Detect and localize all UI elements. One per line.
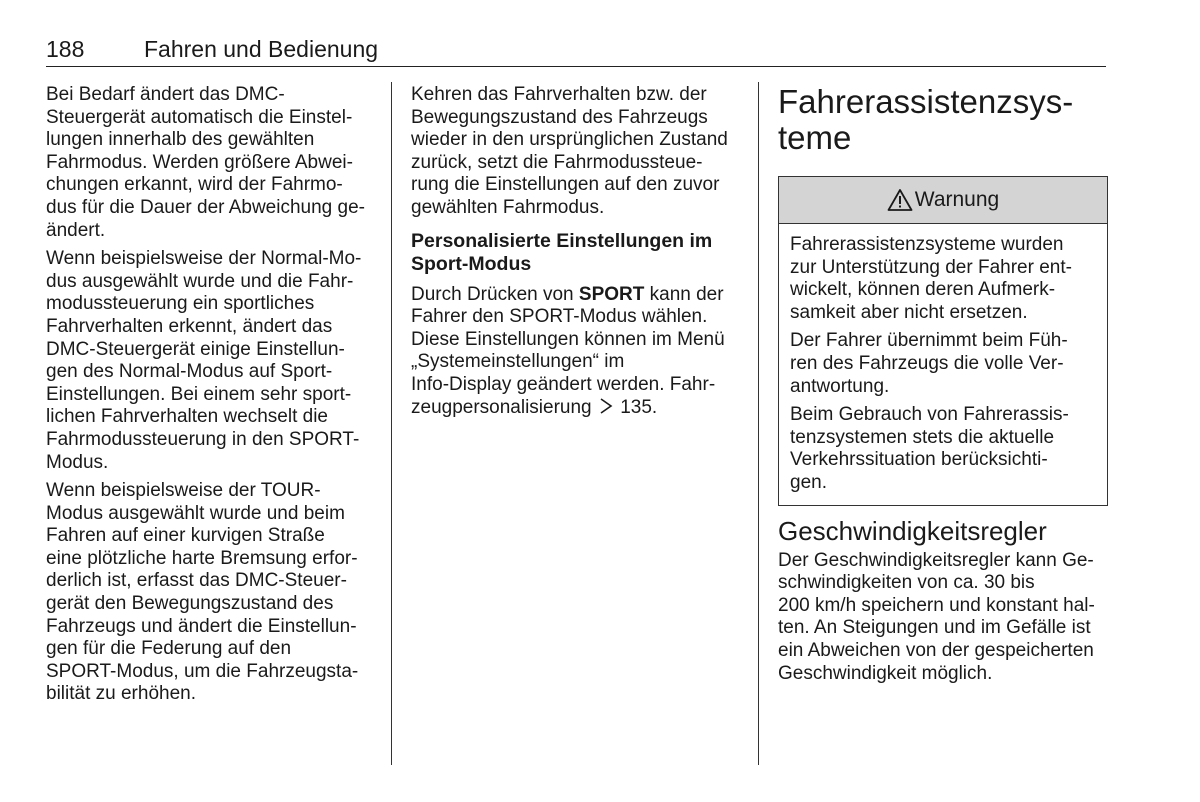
paragraph — [411, 284, 746, 420]
text-line: Wenn beispielsweise der TOUR- — [46, 480, 321, 502]
text-line: Fahrmodussteuerung in den SPORT- — [46, 428, 360, 450]
column-1 — [46, 84, 376, 712]
text-line: Wenn beispielsweise der Normal-Mo- — [46, 248, 362, 270]
text-line: gen des Normal-Modus auf Sport- — [46, 361, 333, 383]
text-line: Modus ausgewählt wurde und beim — [46, 502, 345, 524]
warning-body — [779, 224, 1107, 505]
text-line: Modus. — [46, 451, 109, 473]
chapter-title: Fahren und Bedienung — [144, 36, 379, 62]
text-line: lungen innerhalb des gewählten — [46, 129, 315, 151]
text-line: rung die Einstellungen auf den zuvor — [411, 174, 720, 196]
text-line: gerät den Bewegungszustand des — [46, 593, 334, 615]
text-line: DMC-Steuergerät einige Einstellun- — [46, 338, 345, 360]
text-line: Verkehrssituation berücksichti- — [790, 449, 1048, 471]
sport-button-label: SPORT — [578, 283, 645, 305]
subheading-line: Sport-Modus — [411, 252, 532, 275]
column-2 — [411, 84, 746, 425]
text-line: Fahren auf einer kurvigen Straße — [46, 525, 325, 547]
text-line: 200 km/h speichern und konstant hal- — [778, 594, 1095, 616]
text-line: Fahrer den SPORT-Modus wählen. — [411, 306, 708, 328]
page-reference-arrow-icon — [599, 398, 613, 414]
text-line: antwortung. — [790, 375, 890, 397]
text-line: eine plötzliche harte Bremsung erfor- — [46, 547, 358, 569]
text-line: modussteuerung ein sportliches — [46, 293, 315, 315]
paragraph — [778, 550, 1108, 686]
text-line: Fahrverhalten erkennt, ändert das — [46, 315, 333, 337]
text-line: Bewegungszustand des Fahrzeugs — [411, 106, 708, 128]
text-line: zurück, setzt die Fahrmodussteue- — [411, 151, 703, 173]
text-line: Fahrzeugs und ändert die Einstellun- — [46, 615, 357, 637]
warning-label: Warnung — [914, 187, 1000, 211]
text-line: Bei Bedarf ändert das DMC- — [46, 84, 285, 105]
text-line: lichen Fahrverhalten wechselt die — [46, 406, 328, 428]
text-line: ten. An Steigungen und im Gefälle ist — [778, 617, 1091, 639]
column-3 — [778, 84, 1108, 691]
page-reference[interactable]: 135. — [620, 396, 658, 418]
section-title-line: teme — [778, 119, 852, 156]
subheading-line: Personalisierte Einstellungen im — [411, 229, 713, 252]
text-segment: Durch Drücken von — [411, 283, 579, 305]
text-line: Fahrmodus. Werden größere Abwei- — [46, 151, 353, 173]
text-line: Kehren das Fahrverhalten bzw. der — [411, 84, 707, 105]
paragraph — [790, 404, 1099, 494]
section-title — [778, 84, 1108, 156]
text-line: gewählten Fahrmodus. — [411, 196, 605, 218]
text-line: ein Abweichen von der gespeicherten — [778, 639, 1094, 661]
paragraph — [790, 330, 1099, 398]
text-line: gen. — [790, 471, 827, 493]
text-line: Der Fahrer übernimmt beim Füh- — [790, 330, 1068, 352]
text-segment: zeugpersonalisierung — [411, 396, 592, 418]
text-line: Diese Einstellungen können im Menü — [411, 328, 725, 350]
text-line: Einstellungen. Bei einem sehr sport- — [46, 383, 352, 405]
text-segment: kann der — [644, 283, 724, 305]
text-line: derlich ist, erfasst das DMC-Steuer- — [46, 570, 347, 592]
text-line: Info-Display geändert werden. Fahr- — [411, 373, 716, 395]
column-divider — [391, 82, 392, 765]
text-line: Steuergerät automatisch die Einstel- — [46, 106, 353, 128]
text-line: Fahrerassistenzsysteme wurden — [790, 234, 1064, 255]
paragraph — [411, 84, 746, 220]
text-line: bilität zu erhöhen. — [46, 683, 196, 705]
text-line: Beim Gebrauch von Fahrerassis- — [790, 404, 1069, 426]
text-line: wieder in den ursprünglichen Zustand — [411, 129, 728, 151]
text-line: dus ausgewählt wurde und die Fahr- — [46, 270, 354, 292]
page-number: 188 — [46, 36, 85, 62]
text-line: ren des Fahrzeugs die volle Ver- — [790, 352, 1064, 374]
text-line: Geschwindigkeit möglich. — [778, 662, 993, 684]
text-line — [411, 284, 746, 307]
warning-box — [778, 176, 1108, 506]
subheading — [411, 230, 746, 276]
text-line — [411, 397, 746, 420]
section-heading: Geschwindigkeitsregler — [778, 515, 1047, 546]
column-divider — [758, 82, 759, 765]
text-line: samkeit aber nicht ersetzen. — [790, 301, 1028, 323]
text-line: „Systemeinstellungen“ im — [411, 351, 625, 373]
paragraph — [46, 480, 376, 706]
text-line: tenzsystemen stets die aktuelle — [790, 426, 1055, 448]
text-line: gen für die Federung auf den — [46, 638, 292, 660]
text-line: ändert. — [46, 219, 106, 241]
paragraph — [46, 248, 376, 474]
text-line: wickelt, können deren Aufmerk- — [790, 279, 1056, 301]
text-line: dus für die Dauer der Abweichung ge- — [46, 196, 365, 218]
text-line: SPORT-Modus, um die Fahrzeugsta- — [46, 660, 359, 682]
warning-header — [779, 177, 1107, 224]
text-line: zur Unterstützung der Fahrer ent- — [790, 256, 1072, 278]
page-header — [46, 36, 1106, 67]
section-title-line: Fahrerassistenzsys- — [778, 83, 1074, 120]
warning-triangle-icon — [887, 188, 913, 212]
text-line: chungen erkannt, wird der Fahrmo- — [46, 174, 343, 196]
text-line: Der Geschwindigkeitsregler kann Ge- — [778, 549, 1094, 571]
text-line: schwindigkeiten von ca. 30 bis — [778, 572, 1035, 594]
paragraph — [790, 234, 1099, 324]
paragraph — [46, 84, 376, 242]
